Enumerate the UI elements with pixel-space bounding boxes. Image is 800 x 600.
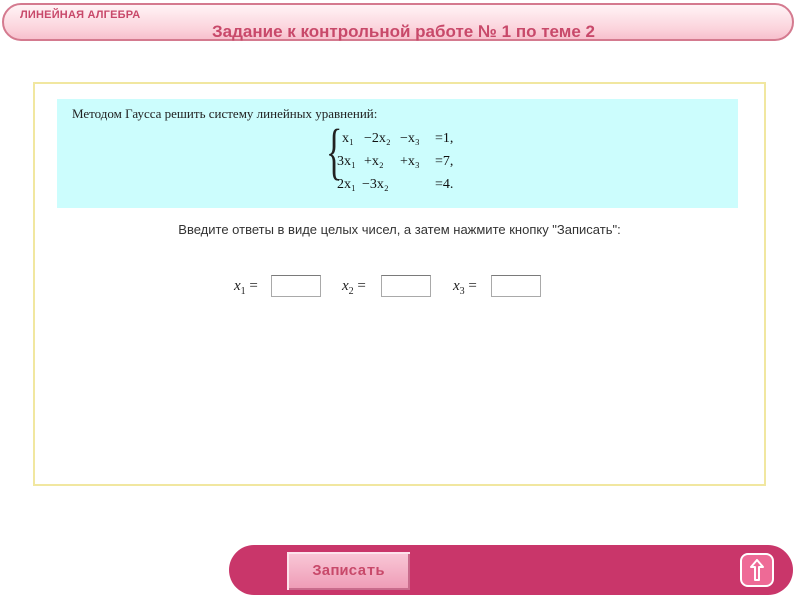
equation-term: +x₂ (364, 154, 384, 169)
section-title: ЛИНЕЙНАЯ АЛГЕБРА (20, 9, 141, 21)
page-title: Задание к контрольной работе № 1 по теме 2 (212, 22, 595, 41)
header-bar (2, 3, 794, 41)
answer-input-x1[interactable] (271, 275, 321, 297)
equation-term: x₁ (342, 131, 354, 146)
instruction-text: Введите ответы в виде целых чисел, а затем нажмите кнопку "Записать": (178, 222, 621, 237)
equation-term: −x₃ (400, 131, 420, 146)
system-brace: { (326, 118, 343, 186)
arrow-up-icon (749, 559, 765, 581)
problem-statement: Методом Гаусса решить систему линейных уравнений: (72, 106, 378, 121)
equation-term: −3x₂ (362, 177, 389, 192)
answer-label-x2: $x_2$ = (342, 278, 366, 297)
equation-rhs: =7, (435, 154, 454, 169)
footer-bar (229, 545, 793, 595)
answer-input-x2[interactable] (381, 275, 431, 297)
answer-fields (234, 275, 554, 301)
equation-term: 3x₁ (337, 154, 356, 169)
answer-input-x3[interactable] (491, 275, 541, 297)
problem-box (57, 99, 738, 208)
answer-label-x3: $x_3$ = (453, 278, 477, 297)
equation-rhs: =1, (435, 131, 454, 146)
save-button[interactable]: Записать (287, 552, 410, 590)
answer-label-x1: $x_1$ = (234, 278, 258, 297)
equation-term: +x₃ (400, 154, 420, 169)
equation-term: 2x₁ (337, 177, 356, 192)
scroll-up-button[interactable] (740, 553, 774, 587)
equation-rhs: =4. (435, 177, 454, 192)
content-frame (33, 82, 766, 486)
equation-term: −2x₂ (364, 131, 391, 146)
